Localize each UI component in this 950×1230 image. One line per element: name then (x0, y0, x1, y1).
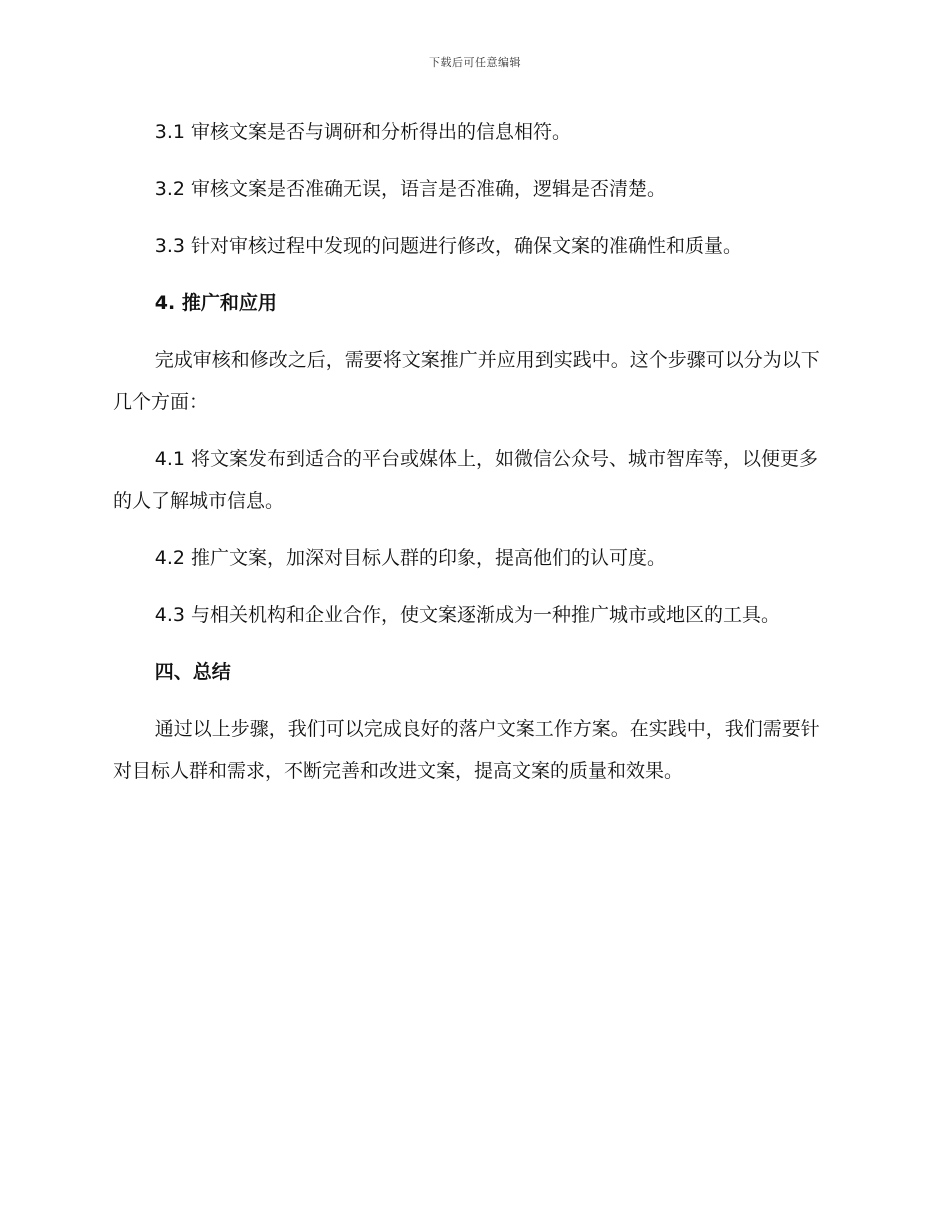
paragraph-3-3: 3.3 针对审核过程中发现的问题进行修改，确保文案的准确性和质量。 (154, 235, 743, 257)
paragraph-4-1: 4.1 将文案发布到适合的平台或媒体上，如微信公众号、城市智库等，以便更多的人了解城市信息。 (113, 448, 819, 512)
paragraph-3-2: 3.2 审核文案是否准确无误，语言是否准确，逻辑是否清楚。 (154, 178, 667, 200)
paragraph-summary: 通过以上步骤，我们可以完成良好的落户文案工作方案。在实践中，我们需要针对目标人群和需求，不断完善和改进文案，提高文案的质量和效果。 (113, 718, 820, 782)
paragraph-4-2: 4.2 推广文案，加深对目标人群的印象，提高他们的认可度。 (154, 547, 667, 569)
section-heading-summary: 四、总结 (154, 661, 231, 683)
document-body (113, 111, 837, 807)
paragraph-3-1: 3.1 审核文案是否与调研和分析得出的信息相符。 (154, 121, 572, 143)
section-heading-promotion: 4. 推广和应用 (154, 292, 277, 314)
paragraph-4-intro: 完成审核和修改之后，需要将文案推广并应用到实践中。这个步骤可以分为以下几个方面： (113, 349, 820, 413)
paragraph-4-3: 4.3 与相关机构和企业合作，使文案逐渐成为一种推广城市或地区的工具。 (154, 604, 781, 626)
page-header-note: 下载后可任意编辑 (429, 56, 521, 69)
